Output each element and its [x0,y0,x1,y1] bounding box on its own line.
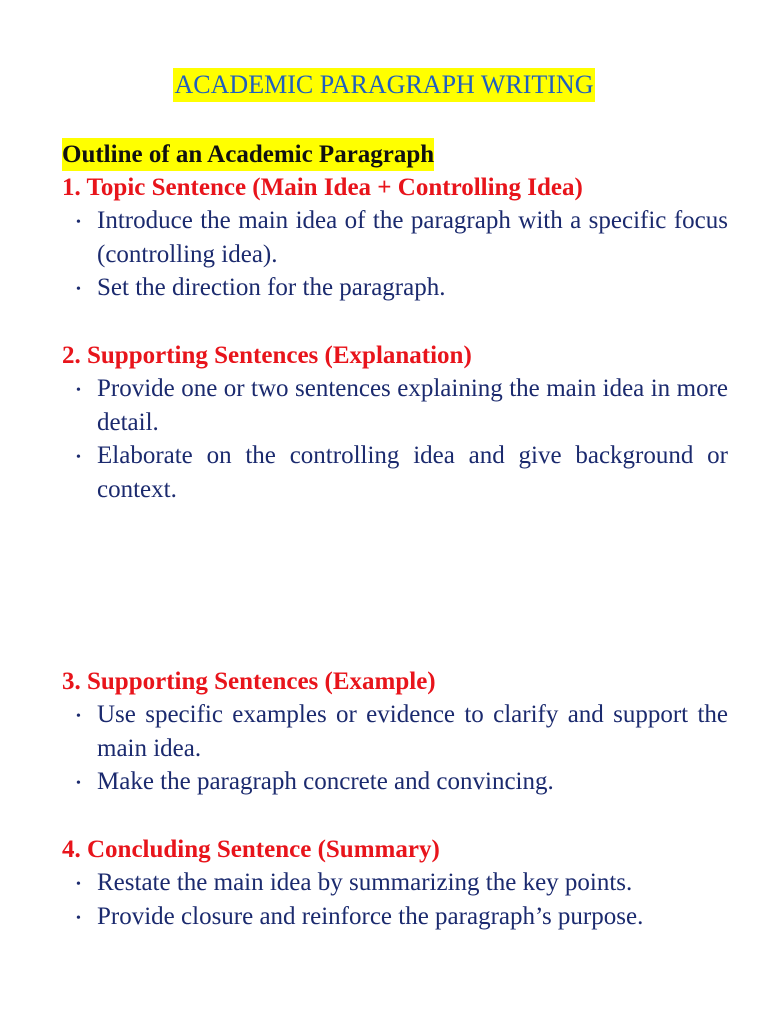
bullet-list [62,698,728,799]
bullet-text: Restate the main idea by summarizing the key points. [97,869,633,896]
bullet-text: Provide one or two sentences explaining the main idea in more detail. [97,375,728,436]
bullet-icon: • [76,383,81,398]
list-item [62,204,728,271]
bullet-text: Introduce the main idea of the paragraph with a specific focus (controlling idea). [97,207,728,268]
list-item [62,271,728,305]
bullet-icon: • [76,910,81,926]
list-item [62,765,728,799]
section-heading: 1. Topic Sentence (Main Idea + Controlling Idea) [62,174,583,201]
bullet-list [62,204,728,305]
bullet-list [62,866,728,933]
bullet-text: Elaborate on the controlling idea and give background or context. [97,442,728,503]
bullet-icon: • [76,215,81,230]
bullet-icon: • [76,877,81,892]
list-item [62,372,728,439]
bullet-text: Make the paragraph concrete and convincing. [97,768,554,795]
section-heading: 4. Concluding Sentence (Summary) [62,836,440,863]
section-concluding-sentence [62,833,728,933]
section-topic-sentence [62,171,728,305]
bullet-icon: • [76,709,81,724]
list-item [62,698,728,765]
bullet-text: Use specific examples or evidence to clarify and support the main idea. [97,701,728,762]
section-supporting-explanation [62,339,728,506]
bullet-text: Provide closure and reinforce the paragraph’s purpose. [97,902,644,930]
list-item [62,439,728,506]
outline-heading: Outline of an Academic Paragraph [62,138,434,171]
bullet-text: Set the direction for the paragraph. [97,274,446,301]
title-container [0,68,768,102]
section-heading: 3. Supporting Sentences (Example) [62,668,436,695]
list-item [62,866,728,900]
bullet-list [62,372,728,506]
page-title: ACADEMIC PARAGRAPH WRITING [173,68,596,102]
section-supporting-example [62,665,728,799]
bullet-icon: • [76,450,81,465]
bullet-icon: • [76,776,81,791]
list-item [62,900,728,934]
section-heading: 2. Supporting Sentences (Explanation) [62,342,472,369]
bullet-icon: • [76,282,81,297]
